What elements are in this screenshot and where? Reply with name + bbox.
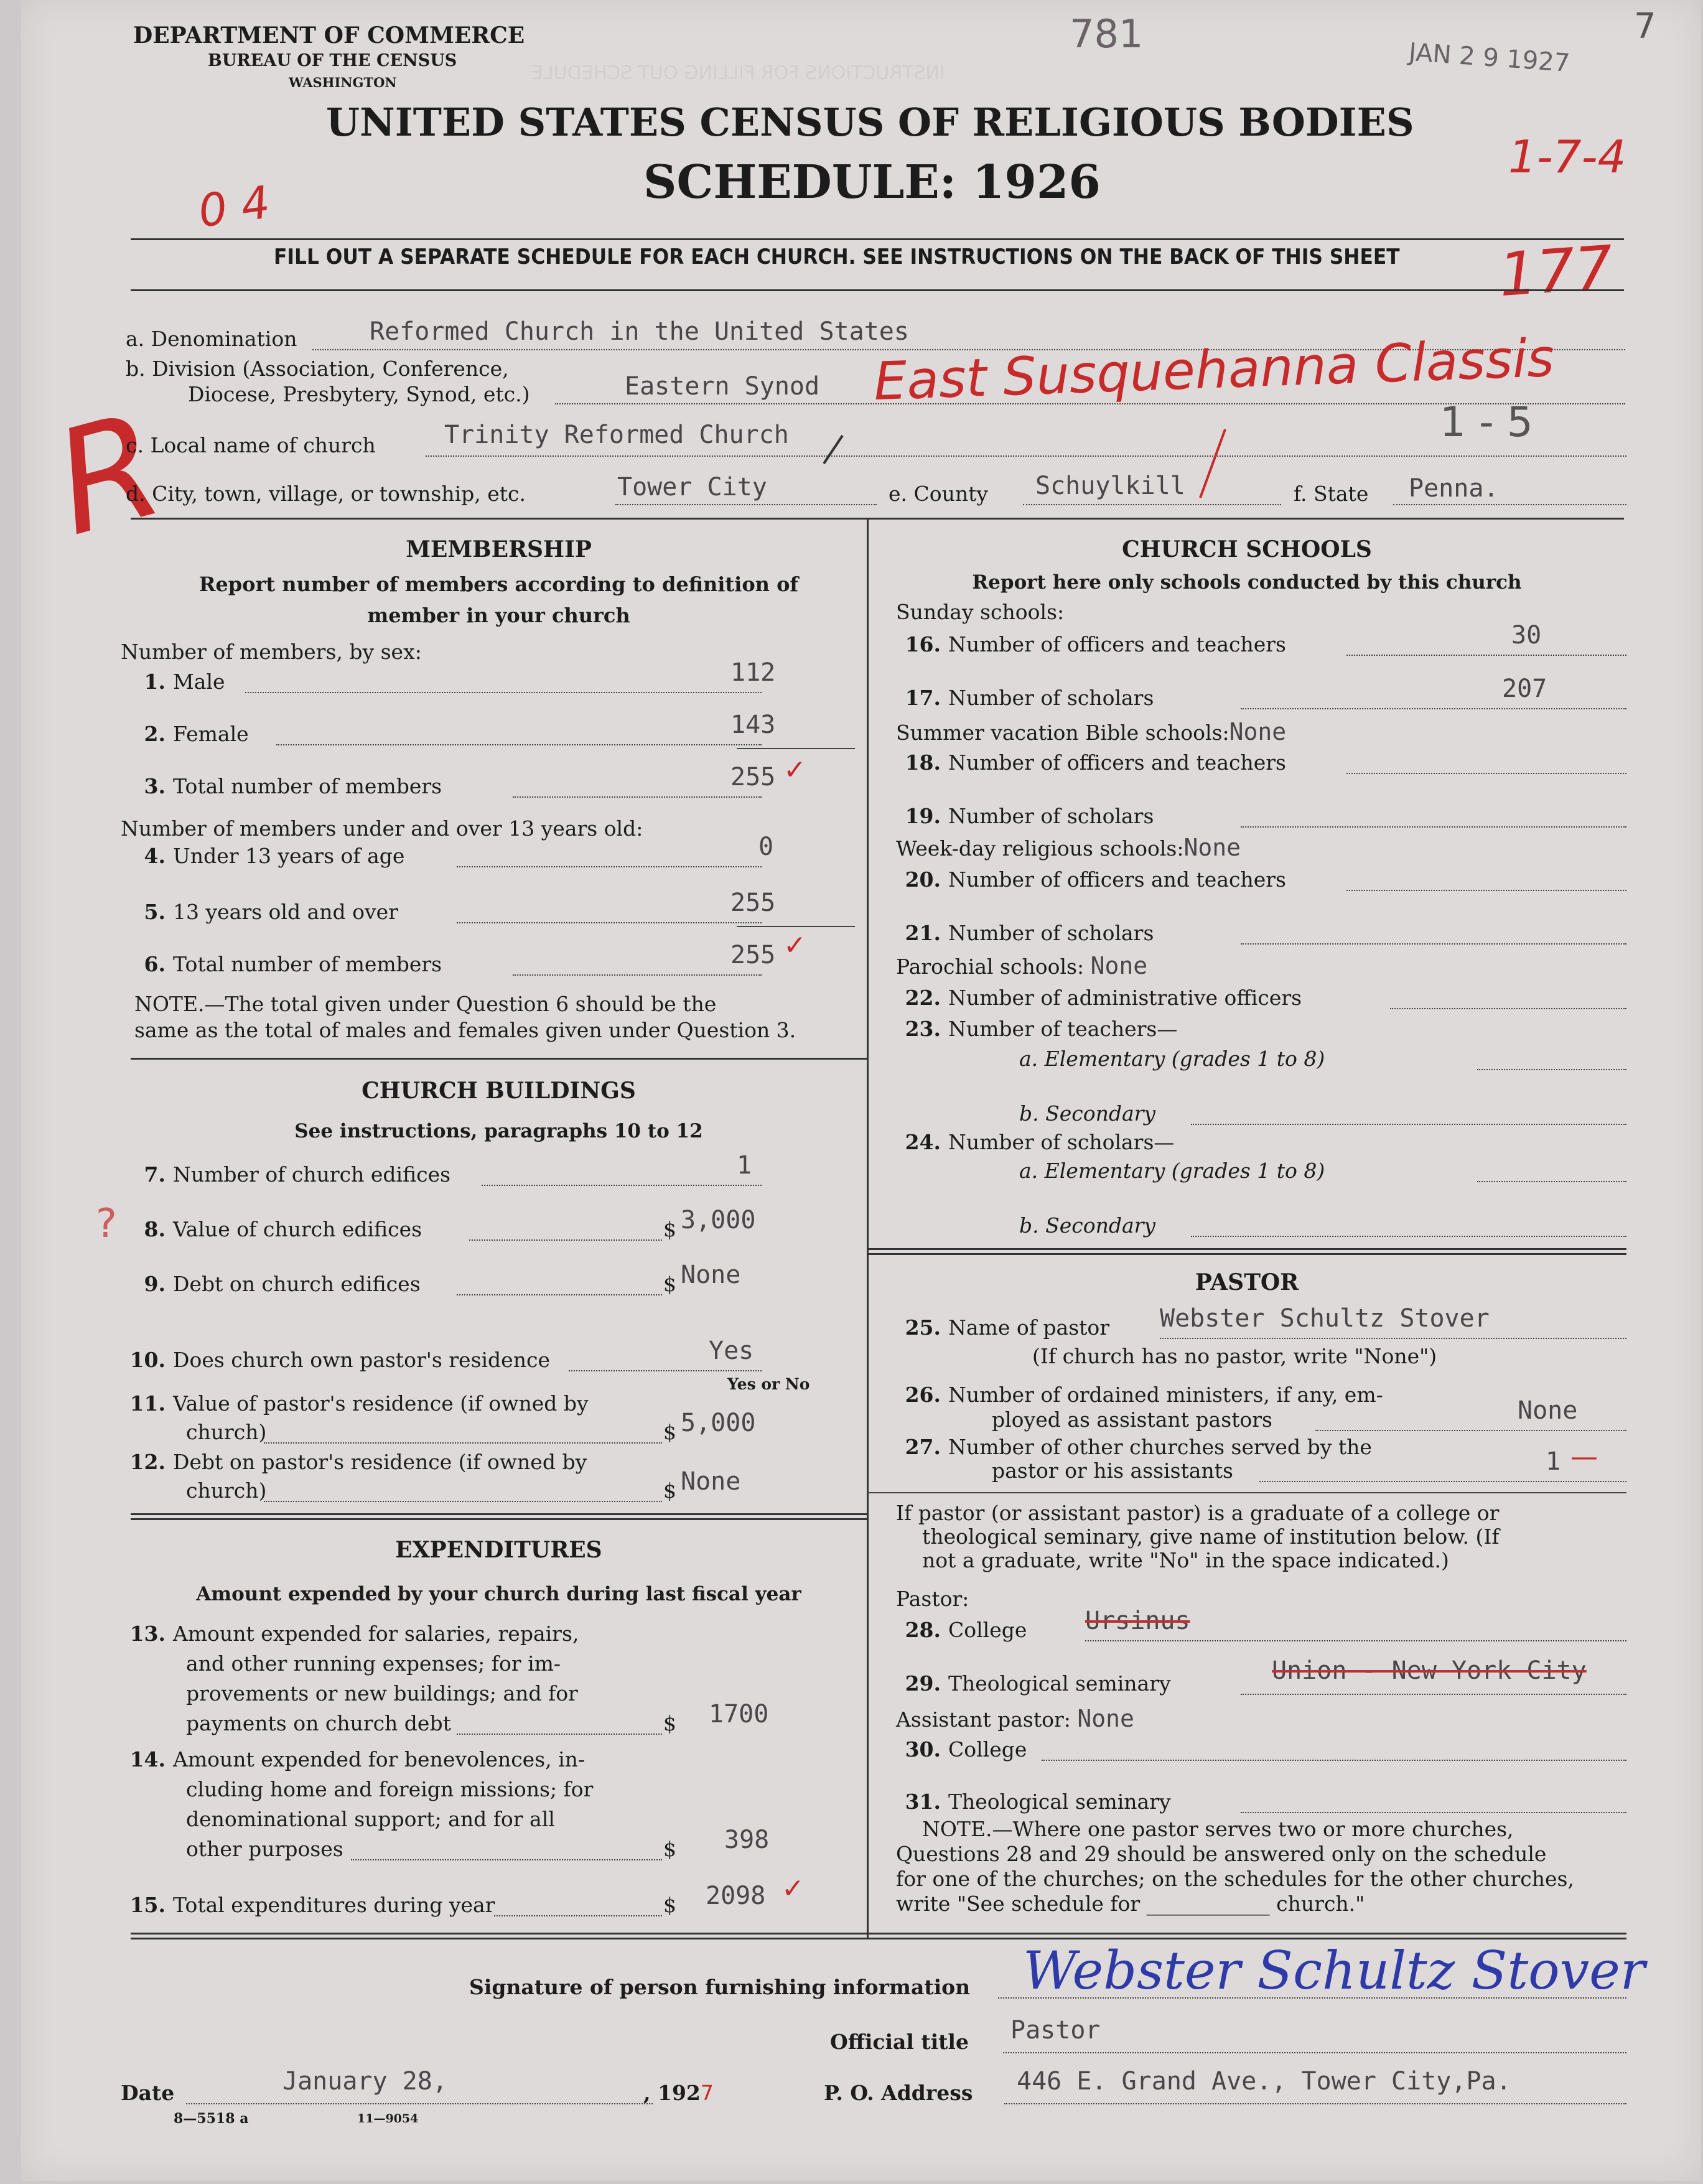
q31-label: Theological seminary	[948, 1790, 1171, 1814]
q20-number: 20.	[905, 867, 941, 892]
q3-number: 3.	[144, 774, 166, 798]
schools-title: CHURCH SCHOOLS	[1122, 536, 1372, 562]
assistant-pastor-value[interactable]: None	[1077, 1705, 1134, 1732]
division-label-1: b. Division (Association, Conference,	[126, 357, 509, 381]
q21-label: Number of scholars	[948, 921, 1154, 945]
stamp-number: 781	[1070, 11, 1144, 57]
parochial-schools-value[interactable]: None	[1090, 952, 1148, 979]
q3-check-mark: ✓	[783, 754, 806, 786]
pastor-note-4: write "See schedule for ____________ church."	[896, 1892, 1365, 1916]
q9-label: Debt on church edifices	[173, 1272, 421, 1296]
corner-mark: 7	[1634, 6, 1656, 47]
city-label: d. City, town, village, or township, etc.	[126, 482, 526, 506]
q13-label-4: payments on church debt	[186, 1711, 451, 1735]
q15-label: Total expenditures during year	[173, 1893, 495, 1917]
q11-number: 11.	[129, 1391, 166, 1416]
bureau-line: BUREAU OF THE CENSUS	[208, 51, 457, 70]
q7-label: Number of church edifices	[173, 1162, 451, 1187]
q6-value[interactable]: 255	[730, 941, 776, 969]
buildings-sub: See instructions, paragraphs 10 to 12	[294, 1120, 703, 1142]
q23b-label: b. Secondary	[1019, 1101, 1156, 1126]
q3-label: Total number of members	[173, 774, 442, 798]
county-red-stroke	[1200, 429, 1225, 498]
q21-number: 21.	[905, 921, 941, 945]
expenditures-title: EXPENDITURES	[395, 1537, 602, 1563]
q2-number: 2.	[144, 722, 166, 746]
membership-note-1: NOTE.—The total given under Question 6 should be the	[134, 992, 717, 1016]
dept-line: DEPARTMENT OF COMMERCE	[133, 22, 525, 49]
summer-schools-label: Summer vacation Bible schools:	[896, 721, 1229, 745]
q13-number: 13.	[129, 1622, 166, 1646]
form-subtitle: SCHEDULE: 1926	[643, 156, 1101, 209]
q29-value[interactable]: Union - New York City	[1272, 1656, 1587, 1685]
q13-value[interactable]: 1700	[709, 1700, 769, 1729]
q2-label: Female	[173, 722, 249, 746]
q20-label: Number of officers and teachers	[948, 867, 1286, 892]
q17-value[interactable]: 207	[1502, 674, 1547, 703]
q14-number: 14.	[129, 1747, 166, 1771]
church-name-value[interactable]: Trinity Reformed Church	[444, 421, 789, 449]
q28-number: 28.	[905, 1618, 941, 1642]
division-value[interactable]: Eastern Synod	[625, 372, 820, 401]
city-check-stroke	[824, 436, 842, 464]
division-label-2: Diocese, Presbytery, Synod, etc.)	[188, 382, 530, 406]
q29-label: Theological seminary	[948, 1671, 1171, 1696]
q8-value[interactable]: 3,000	[681, 1206, 756, 1234]
q26-number: 26.	[905, 1383, 941, 1407]
q14-label-4: other purposes	[186, 1837, 343, 1861]
q16-label: Number of officers and teachers	[948, 632, 1286, 656]
q30-number: 30.	[905, 1737, 941, 1762]
q30-label: College	[948, 1737, 1027, 1762]
q27-value[interactable]: 1	[1546, 1447, 1561, 1476]
q27-label-2: pastor or his assistants	[992, 1458, 1233, 1483]
q9-value[interactable]: None	[681, 1261, 741, 1289]
date-label: Date	[121, 2081, 175, 2105]
pastor-note-1: NOTE.—Where one pastor serves two or more churches,	[922, 1817, 1514, 1841]
q8-label: Value of church edifices	[173, 1217, 422, 1241]
q15-number: 15.	[129, 1893, 166, 1917]
membership-title: MEMBERSHIP	[406, 536, 592, 562]
church-name-label: c. Local name of church	[126, 433, 376, 457]
q27-red-mark: —	[1570, 1441, 1598, 1473]
q12-label-1: Debt on pastor's residence (if owned by	[173, 1450, 587, 1474]
buildings-title: CHURCH BUILDINGS	[362, 1078, 636, 1104]
po-address-label: P. O. Address	[824, 2081, 973, 2105]
q25-value[interactable]: Webster Schultz Stover	[1160, 1304, 1490, 1333]
annotation-strokes	[21, 0, 1701, 2181]
q12-dollar: $	[663, 1478, 676, 1503]
state-value[interactable]: Penna.	[1409, 474, 1499, 503]
instruction-banner: FILL OUT A SEPARATE SCHEDULE FOR EACH CHURCH. SEE INSTRUCTIONS ON THE BACK OF THIS SHEET	[274, 245, 1400, 269]
pastor-note-3: for one of the churches; on the schedules for the other churches,	[896, 1867, 1574, 1891]
signature-value[interactable]: Webster Schultz Stover	[1023, 1940, 1645, 2001]
q10-value[interactable]: Yes	[709, 1337, 754, 1365]
received-date-stamp: JAN 2 9 1927	[1407, 38, 1571, 78]
form-title: UNITED STATES CENSUS OF RELIGIOUS BODIES	[326, 100, 1414, 145]
q15-value[interactable]: 2098	[706, 1882, 766, 1910]
q25-number: 25.	[905, 1315, 941, 1340]
schools-sub: Report here only schools conducted by this church	[972, 571, 1522, 594]
denomination-value[interactable]: Reformed Church in the United States	[370, 317, 909, 346]
red-mark-r: R	[39, 381, 178, 569]
q26-value[interactable]: None	[1518, 1396, 1578, 1425]
denomination-label: a. Denomination	[126, 327, 297, 351]
division-red-annotation: East Susquehanna Classis	[872, 327, 1556, 413]
q13-dollar: $	[663, 1711, 676, 1735]
city-line: WASHINGTON	[289, 75, 397, 90]
expenditures-sub: Amount expended by your church during last fiscal year	[196, 1583, 801, 1605]
q6-check-mark: ✓	[783, 930, 806, 961]
pastor-title: PASTOR	[1195, 1269, 1299, 1295]
q19-label: Number of scholars	[948, 804, 1154, 828]
census-schedule-sheet	[21, 0, 1701, 2181]
pen-code: 1 - 5	[1440, 398, 1533, 446]
q5-label: 13 years old and over	[173, 900, 398, 924]
q27-number: 27.	[905, 1435, 941, 1459]
q11-value[interactable]: 5,000	[681, 1409, 756, 1437]
q12-number: 12.	[129, 1450, 166, 1474]
date-value[interactable]: January 28,	[282, 2067, 447, 2096]
q13-label-2: and other running expenses; for im-	[186, 1651, 561, 1676]
q27-label-1: Number of other churches served by the	[948, 1435, 1372, 1459]
q16-value[interactable]: 30	[1511, 621, 1542, 650]
county-label: e. County	[889, 482, 989, 506]
official-title-value[interactable]: Pastor	[1010, 2016, 1101, 2045]
membership-intro-1: Report number of members according to definition of	[198, 572, 799, 596]
form-number: 8—5518 a	[174, 2111, 249, 2127]
q6-label: Total number of members	[173, 952, 442, 976]
q11-label-2: church)	[186, 1420, 267, 1444]
q11-label-1: Value of pastor's residence (if owned by	[173, 1391, 589, 1416]
q10-label: Does church own pastor's residence	[173, 1348, 550, 1372]
q25-label: Name of pastor	[948, 1315, 1110, 1340]
red-code-right: 1-7-4	[1508, 131, 1626, 183]
q24b-label: b. Secondary	[1019, 1213, 1156, 1238]
q25-hint: (If church has no pastor, write "None")	[1032, 1344, 1437, 1368]
sunday-schools-label: Sunday schools:	[896, 600, 1065, 624]
q10-hint: Yes or No	[727, 1375, 810, 1393]
q26-label-2: ployed as assistant pastors	[992, 1407, 1272, 1432]
q12-value[interactable]: None	[681, 1467, 741, 1496]
q23-label: Number of teachers—	[948, 1017, 1178, 1041]
q13-label-1: Amount expended for salaries, repairs,	[173, 1622, 579, 1646]
weekday-schools-value[interactable]: None	[1183, 834, 1241, 861]
parochial-schools-label: Parochial schools:	[896, 954, 1085, 979]
q10-number: 10.	[129, 1348, 166, 1372]
q26-label-1: Number of ordained ministers, if any, em-	[948, 1383, 1383, 1407]
q13-label-3: provements or new buildings; and for	[186, 1681, 578, 1706]
q1-label: Male	[173, 670, 225, 694]
q3-value[interactable]: 255	[730, 763, 776, 791]
county-value[interactable]: Schuylkill	[1035, 472, 1185, 500]
q8-number: 8.	[144, 1217, 166, 1241]
red-code-left: 0 4	[195, 175, 273, 238]
q24-number: 24.	[905, 1130, 941, 1154]
q1-value[interactable]: 112	[730, 658, 776, 687]
q7-value[interactable]: 1	[737, 1151, 752, 1180]
pastor-sub-label: Pastor:	[896, 1587, 969, 1611]
q17-number: 17.	[905, 686, 941, 710]
pastor-note-2: Questions 28 and 29 should be answered only on the schedule	[896, 1842, 1547, 1866]
q11-dollar: $	[663, 1420, 676, 1444]
q18-number: 18.	[905, 750, 941, 775]
q12-label-2: church)	[186, 1478, 267, 1503]
q22-number: 22.	[905, 986, 941, 1010]
q9-dollar: $	[663, 1272, 676, 1296]
city-value[interactable]: Tower City	[617, 473, 767, 502]
q24a-label: a. Elementary (grades 1 to 8)	[1019, 1159, 1325, 1183]
q14-label-1: Amount expended for benevolences, in-	[173, 1747, 586, 1771]
q6-number: 6.	[144, 952, 166, 976]
print-number: 11—9054	[357, 2112, 419, 2126]
q28-label: College	[948, 1618, 1027, 1642]
membership-intro-2: member in your church	[367, 604, 630, 627]
q5-value[interactable]: 255	[730, 889, 776, 917]
q23-number: 23.	[905, 1017, 941, 1041]
bleed-through-text: INSTRUCTIONS FOR FILLING OUT SCHEDULE	[531, 62, 945, 84]
q14-label-2: cluding home and foreign missions; for	[186, 1777, 594, 1801]
po-address-value[interactable]: 446 E. Grand Ave., Tower City,Pa.	[1017, 2067, 1511, 2096]
q14-label-3: denominational support; and for all	[186, 1807, 555, 1831]
q2-value[interactable]: 143	[730, 711, 776, 739]
q15-dollar: $	[663, 1893, 676, 1917]
q7-number: 7.	[144, 1162, 166, 1187]
q22-label: Number of administrative officers	[948, 986, 1302, 1010]
q1-number: 1.	[144, 670, 166, 694]
q5-number: 5.	[144, 900, 166, 924]
q18-label: Number of officers and teachers	[948, 750, 1286, 775]
q23a-label: a. Elementary (grades 1 to 8)	[1019, 1047, 1325, 1071]
state-label: f. State	[1294, 482, 1369, 506]
assistant-pastor-label: Assistant pastor:	[896, 1707, 1071, 1732]
q19-number: 19.	[905, 804, 941, 828]
by-age-label: Number of members under and over 13 years old:	[121, 816, 643, 841]
graduate-note-3: not a graduate, write "No" in the space indicated.)	[922, 1548, 1449, 1572]
q24-label: Number of scholars—	[948, 1130, 1175, 1154]
summer-schools-value[interactable]: None	[1229, 718, 1287, 745]
q17-label: Number of scholars	[948, 686, 1154, 710]
q28-value[interactable]: Ursinus	[1085, 1607, 1190, 1635]
red-code-177: 177	[1496, 232, 1615, 310]
q8-dollar: $	[663, 1217, 676, 1241]
by-sex-label: Number of members, by sex:	[121, 640, 422, 664]
official-title-label: Official title	[830, 2030, 969, 2054]
weekday-schools-label: Week-day religious schools:	[896, 836, 1184, 861]
q15-check-mark: ✓	[782, 1873, 805, 1905]
date-year-prefix: , 192	[643, 2081, 701, 2105]
graduate-note-1: If pastor (or assistant pastor) is a graduate of a college or	[896, 1501, 1500, 1525]
q14-dollar: $	[663, 1837, 676, 1861]
q4-number: 4.	[144, 844, 166, 868]
q4-label: Under 13 years of age	[173, 844, 405, 868]
q14-value[interactable]: 398	[724, 1826, 770, 1854]
red-question-mark: ?	[96, 1201, 117, 1247]
q29-number: 29.	[905, 1671, 941, 1696]
q9-number: 9.	[144, 1272, 166, 1296]
q16-number: 16.	[905, 632, 941, 656]
q4-value[interactable]: 0	[758, 833, 774, 861]
q31-number: 31.	[905, 1790, 941, 1814]
graduate-note-2: theological seminary, give name of institution below. (If	[922, 1524, 1500, 1549]
date-year-digit[interactable]: 7	[700, 2081, 714, 2105]
membership-note-2: same as the total of males and females given under Question 3.	[134, 1018, 796, 1042]
signature-label: Signature of person furnishing information	[469, 1975, 971, 1999]
